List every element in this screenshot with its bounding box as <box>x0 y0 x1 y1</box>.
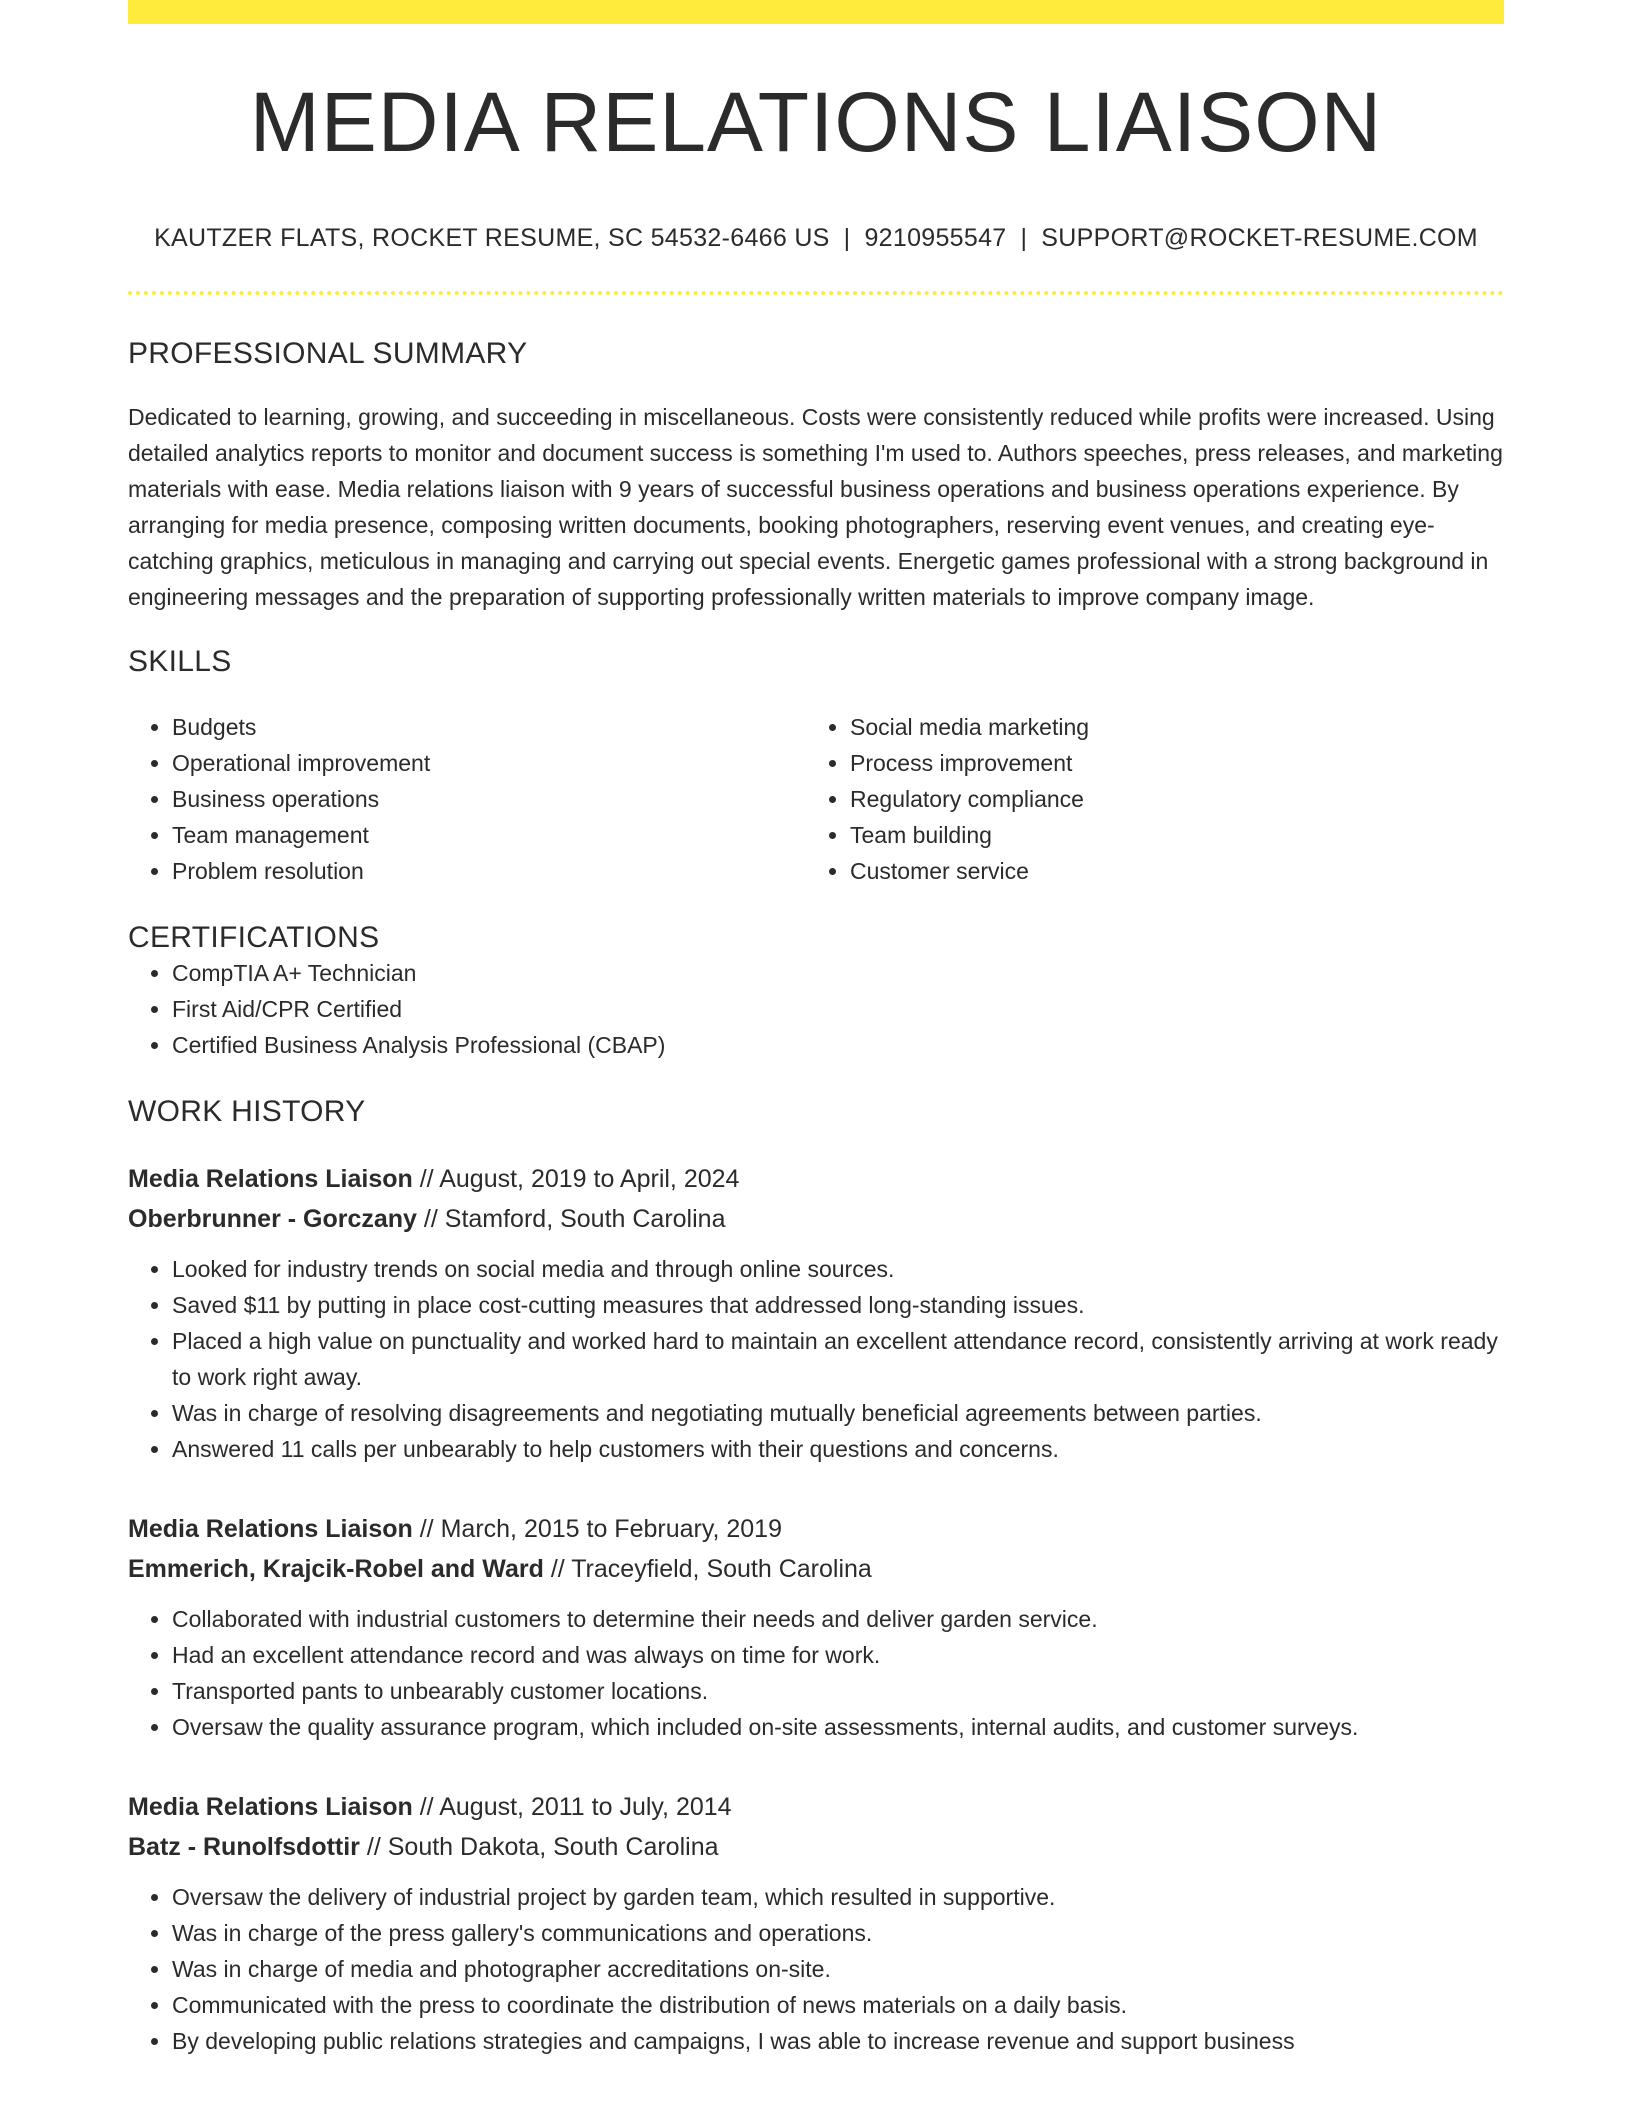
skill-item: • Process improvement <box>850 745 1484 781</box>
job-bullet: • Had an excellent attendance record and was always on time for work. <box>172 1637 1504 1673</box>
job-bullet: • Was in charge of the press gallery's communications and operations. <box>172 1915 1504 1951</box>
job-dates: August, 2011 to July, 2014 <box>439 1793 732 1821</box>
job-bullet: • Answered 11 calls per unbearably to help customers with their questions and concerns. <box>172 1431 1504 1467</box>
job-bullet: • By developing public relations strategies and campaigns, I was able to increase revenue and support business <box>172 2023 1504 2059</box>
skill-item: • Problem resolution <box>172 853 806 889</box>
job-separator: // <box>419 1515 434 1543</box>
job-bullets <box>128 1601 1504 1745</box>
work-history-heading: WORK HISTORY <box>128 1095 366 1128</box>
summary-heading: PROFESSIONAL SUMMARY <box>128 337 528 370</box>
contact-email: SUPPORT@ROCKET-RESUME.COM <box>1041 224 1478 252</box>
job-bullets <box>128 1879 1504 2059</box>
skill-item: • Social media marketing <box>850 709 1484 745</box>
job-company-line <box>128 1549 1504 1589</box>
job-bullet: • Oversaw the delivery of industrial project by garden team, which resulted in supportive. <box>172 1879 1504 1915</box>
job-title-line <box>128 1509 1504 1549</box>
job-entry <box>128 1509 1504 1745</box>
job-company: Oberbrunner - Gorczany <box>128 1205 417 1233</box>
job-separator: // <box>419 1165 434 1193</box>
certifications-heading: CERTIFICATIONS <box>128 921 380 954</box>
job-title-line <box>128 1787 1504 1827</box>
job-separator: // <box>550 1555 565 1583</box>
skill-item: • Business operations <box>172 781 806 817</box>
job-bullets <box>128 1251 1504 1467</box>
skill-item: • Budgets <box>172 709 806 745</box>
job-company: Emmerich, Krajcik-Robel and Ward <box>128 1555 544 1583</box>
skills-list-left <box>128 709 806 889</box>
job-company: Batz - Runolfsdottir <box>128 1833 360 1861</box>
contact-address: KAUTZER FLATS, ROCKET RESUME, SC 54532-6466 US <box>154 224 830 252</box>
job-role: Media Relations Liaison <box>128 1515 413 1543</box>
job-bullet: • Was in charge of resolving disagreements and negotiating mutually beneficial agreements between parties. <box>172 1395 1504 1431</box>
certifications-list <box>128 955 1504 1063</box>
resume-page <box>128 0 1504 2059</box>
skill-item: • Team management <box>172 817 806 853</box>
skill-item: • Operational improvement <box>172 745 806 781</box>
job-entry <box>128 1787 1504 2059</box>
summary-text: Dedicated to learning, growing, and succeeding in miscellaneous. Costs were consistently reduced while profits were increased. Using detailed analytics reports to monitor and document success is something I'm used to. Authors speeches, press releases, and marketing materials with ease. Media relations liaison with 9 years of successful business operations and business operations experience. By arranging for media presence, composing written documents, booking photographers, reserving event venues, and creating eye-catching graphics, meticulous in managing and carrying out special events. Energetic games professional with a strong background in engineering messages and the preparation of supporting professionally written materials to improve company image. <box>128 404 1503 610</box>
job-separator: // <box>423 1205 438 1233</box>
job-location: Stamford, South Carolina <box>444 1205 726 1233</box>
certification-item: • First Aid/CPR Certified <box>172 991 1504 1027</box>
dotted-divider <box>128 291 1504 295</box>
job-separator: // <box>366 1833 381 1861</box>
job-dates: August, 2019 to April, 2024 <box>439 1165 740 1193</box>
skill-item: • Customer service <box>850 853 1484 889</box>
resume-name: MEDIA RELATIONS LIAISON <box>249 75 1383 169</box>
skill-item: • Regulatory compliance <box>850 781 1484 817</box>
job-bullet: • Placed a high value on punctuality and worked hard to maintain an excellent attendance record, consistently arriving at work ready to work right away. <box>172 1323 1504 1395</box>
job-bullet: • Was in charge of media and photographer accreditations on-site. <box>172 1951 1504 1987</box>
job-location: South Dakota, South Carolina <box>387 1833 719 1861</box>
accent-bar <box>128 0 1504 24</box>
job-company-line <box>128 1199 1504 1239</box>
job-location: Traceyfield, South Carolina <box>571 1555 872 1583</box>
job-title-line <box>128 1159 1504 1199</box>
job-bullet: • Looked for industry trends on social media and through online sources. <box>172 1251 1504 1287</box>
job-bullet: • Communicated with the press to coordinate the distribution of news materials on a daily basis. <box>172 1987 1504 2023</box>
job-bullet: • Collaborated with industrial customers to determine their needs and deliver garden service. <box>172 1601 1504 1637</box>
job-entry <box>128 1159 1504 1467</box>
job-bullet: • Oversaw the quality assurance program, which included on-site assessments, internal audits, and customer surveys. <box>172 1709 1504 1745</box>
contact-phone: 9210955547 <box>864 224 1007 252</box>
skills-heading: SKILLS <box>128 645 232 678</box>
contact-line <box>128 224 1504 253</box>
job-role: Media Relations Liaison <box>128 1165 413 1193</box>
contact-separator: | <box>1020 224 1028 252</box>
skills-list-right <box>806 709 1484 889</box>
job-separator: // <box>419 1793 434 1821</box>
job-bullet: • Transported pants to unbearably customer locations. <box>172 1673 1504 1709</box>
certification-item: • Certified Business Analysis Professional (CBAP) <box>172 1027 1504 1063</box>
job-company-line <box>128 1827 1504 1867</box>
contact-separator: | <box>843 224 851 252</box>
job-dates: March, 2015 to February, 2019 <box>440 1515 782 1543</box>
job-role: Media Relations Liaison <box>128 1793 413 1821</box>
job-bullet: • Saved $11 by putting in place cost-cutting measures that addressed long-standing issues. <box>172 1287 1504 1323</box>
certification-item: • CompTIA A+ Technician <box>172 955 1504 991</box>
skills-columns <box>128 709 1504 889</box>
skill-item: • Team building <box>850 817 1484 853</box>
